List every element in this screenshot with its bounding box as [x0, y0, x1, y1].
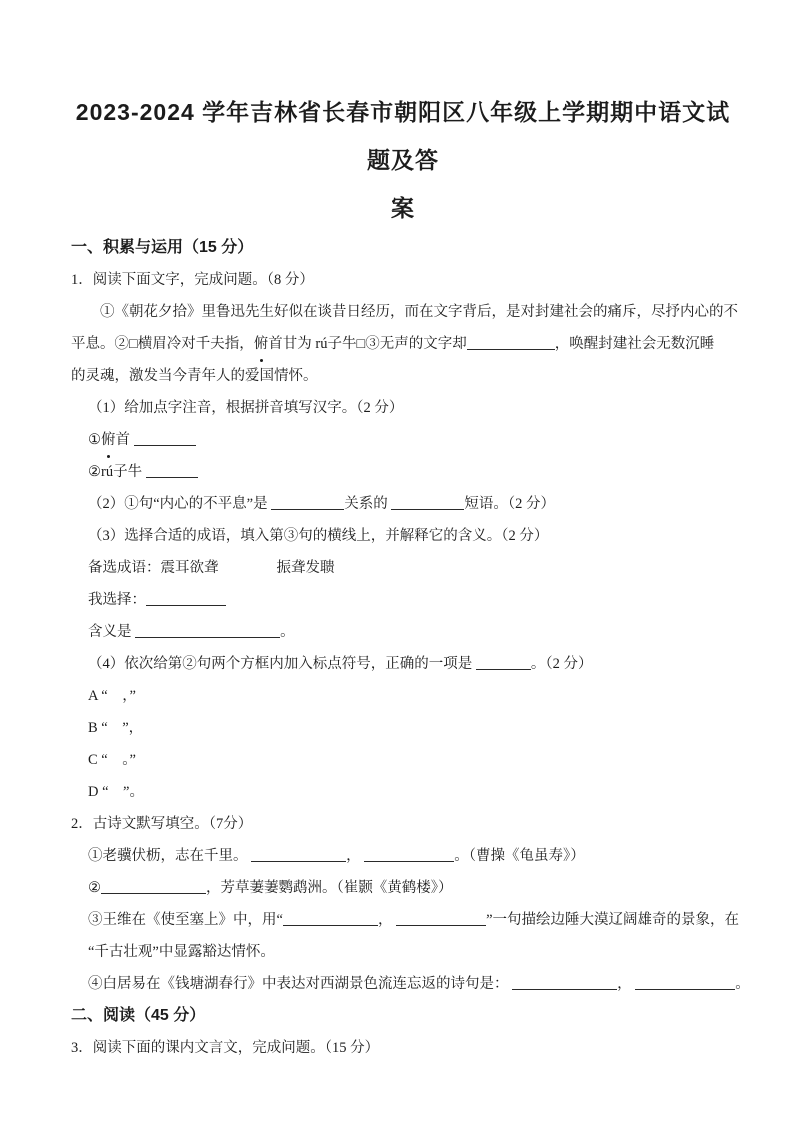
section1-heading: 一、积累与运用（15 分） [71, 239, 254, 256]
q1-sub4-option-d: D “ ”。 [88, 784, 144, 800]
q1-sub4-option-c: C “ 。” [88, 752, 136, 768]
q1-passage-line2-seg-a: 平息。②□横眉冷对千夫指， [71, 336, 254, 352]
fill-blank [476, 656, 531, 670]
q2-item3-seg1: ③王维在《使至塞上》中，用“ [88, 912, 283, 928]
q1-sub1-item2 [71, 456, 735, 488]
q1-sub3-choice [71, 584, 735, 616]
q1-sub3-meaning [71, 616, 735, 648]
exam-title-line1: 2023-2024 学年吉林省长春市朝阳区八年级上学期期中语文试题及答 [75, 99, 731, 173]
fill-blank [364, 848, 454, 862]
q2-item1 [71, 840, 735, 872]
q1-sub3-meaning-period: 。 [280, 624, 295, 640]
q2-item1-seg2: ， [346, 848, 361, 864]
q2-item2-seg1: ② [88, 880, 101, 896]
q2-item3-seg3: ”一句描绘边陲大漠辽阔雄奇的景象，在 [486, 912, 739, 928]
fill-blank [134, 432, 196, 446]
q1-passage-line2-seg-b: 首甘为 rú子牛□③无声的文字却 [268, 336, 467, 352]
q1-sub3-candidate1: 震耳欲聋 [160, 560, 219, 576]
exam-title [71, 88, 735, 232]
fill-blank [467, 336, 555, 350]
q1-passage-line2 [71, 328, 735, 360]
section2-heading: 二、阅读（45 分） [71, 1007, 206, 1024]
q1-sub1-item1-dotted-char: 俯 [101, 424, 116, 456]
q1-passage-dotted-char: 俯 [254, 328, 269, 360]
q1-passage-line3: 的灵魂，激发当今青年人的爱国情怀。 [71, 368, 318, 384]
q1-sub1-item1-rest: 首 [115, 432, 130, 448]
q3-stem: 3．阅读下面的课内文言文，完成问题。（15 分） [71, 1040, 380, 1056]
q2-item4-seg2: ， [617, 976, 632, 992]
q1-sub3-choice-label: 我选择： [88, 592, 146, 608]
fill-blank [391, 496, 464, 510]
q1-sub4-seg2: 。（2 分） [530, 656, 593, 672]
q1-sub2 [71, 488, 735, 520]
q1-stem: 1．阅读下面文字，完成问题。（8 分） [71, 272, 314, 288]
q1-sub3-candidates [71, 552, 735, 584]
q1-sub3-meaning-label: 含义是 [88, 624, 132, 640]
q1-passage-line1: ①《朝花夕拾》里鲁迅先生好似在谈昔日经历，而在文字背后，是对封建社会的痛斥，尽抒内心的不 [100, 304, 738, 320]
fill-blank [396, 912, 486, 926]
q1-sub1-item1 [71, 424, 735, 456]
q1-sub2-seg2: 关系的 [344, 496, 388, 512]
q2-item2 [71, 872, 735, 904]
q2-item3-seg2: ， [377, 912, 393, 928]
q1-sub1-stem: （1）给加点字注音，根据拼音填写汉字。（2 分） [88, 400, 404, 416]
q2-item4-seg3: 。 [735, 976, 750, 992]
fill-blank [251, 848, 346, 862]
q2-item1-seg1: ①老骥伏枥，志在千里。 [88, 848, 248, 864]
q1-sub3-candidate2: 振聋发聩 [276, 560, 335, 576]
q2-item3-line2: “千古壮观”中显露豁达情怀。 [88, 944, 275, 960]
q2-item4 [71, 968, 750, 1000]
fill-blank [135, 624, 280, 638]
q2-item2-seg2: ，芳草萋萋鹦鹉洲。（崔颢《黄鹤楼》） [206, 880, 453, 896]
fill-blank [271, 496, 344, 510]
fill-blank [635, 976, 735, 990]
q1-passage-line2-seg-c: ，唤醒封建社会无数沉睡 [554, 336, 715, 352]
fill-blank [512, 976, 617, 990]
q1-sub2-seg3: 短语。（2 分） [464, 496, 555, 512]
q1-sub2-seg1: （2）①句“内心的不平息”是 [88, 496, 268, 512]
fill-blank [146, 464, 198, 478]
q1-sub4-stem [71, 648, 735, 680]
q2-item3-line1 [71, 904, 739, 936]
q1-sub4-seg1: （4）依次给第②句两个方框内加入标点符号，正确的一项是 [88, 656, 473, 672]
q1-sub3-candidates-label: 备选成语： [88, 560, 161, 576]
q2-item4-seg1: ④白居易在《钱塘湖春行》中表达对西湖景色流连忘返的诗句是： [88, 976, 509, 992]
exam-title-line2: 案 [391, 195, 415, 221]
q1-sub1-item1-num: ① [88, 432, 101, 448]
q2-item1-seg3: 。（曹操《龟虽寿》） [454, 848, 585, 864]
fill-blank [283, 912, 378, 926]
q1-sub1-item2-text: ②rú子牛 [88, 464, 143, 480]
q1-sub3-stem: （3）选择合适的成语，填入第③句的横线上，并解释它的含义。（2 分） [88, 528, 549, 544]
q1-sub4-option-b: B “ ”， [88, 720, 144, 736]
q2-stem: 2．古诗文默写填空。（7分） [71, 816, 253, 832]
q1-sub4-option-a: A “ ，” [88, 688, 136, 704]
fill-blank [101, 880, 206, 894]
fill-blank [146, 592, 226, 606]
